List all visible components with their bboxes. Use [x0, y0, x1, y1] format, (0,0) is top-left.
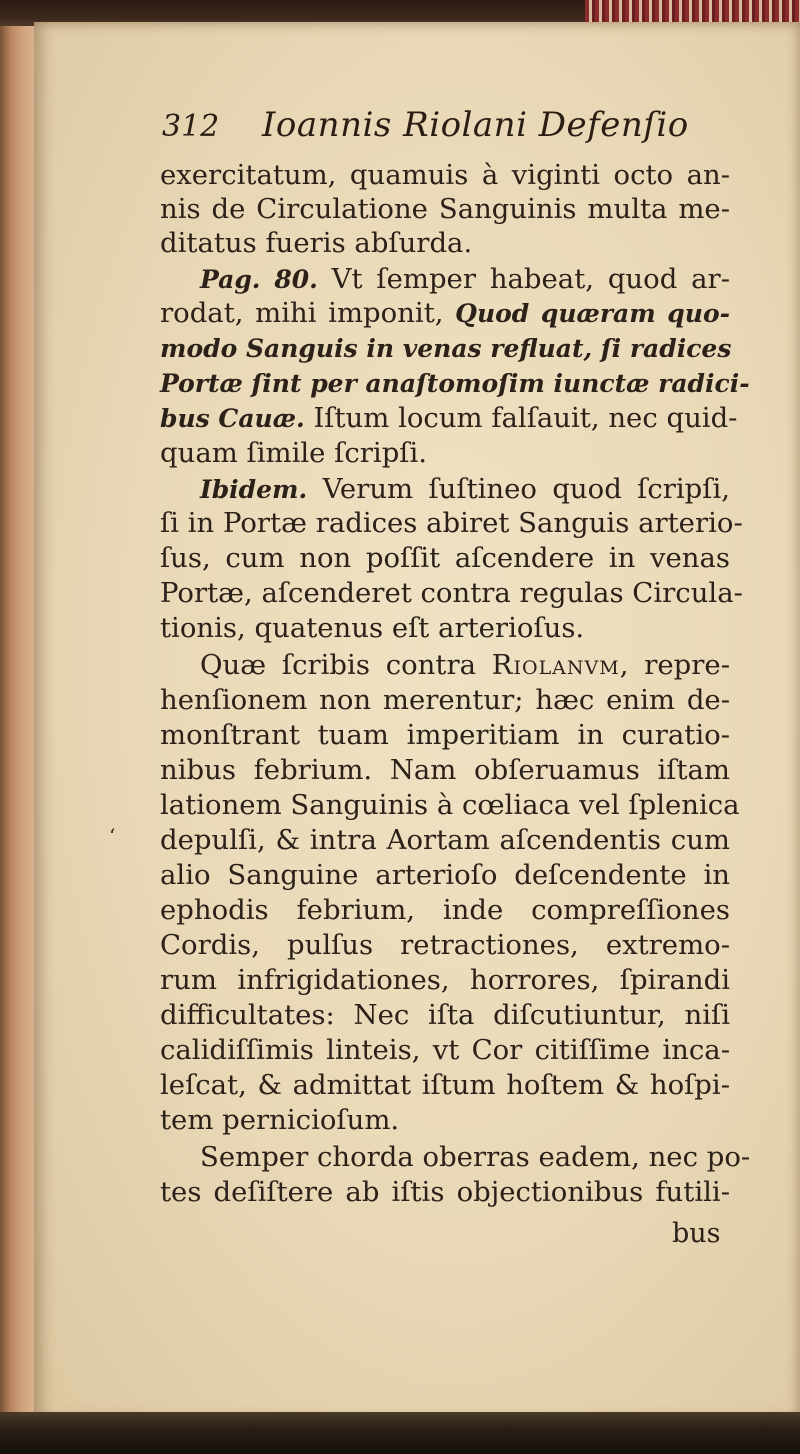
text-line: alio Sanguine arterioſo deſcendente in [160, 859, 730, 891]
text-line: rodat, mihi imponit, Quod quæram quo- [160, 297, 730, 329]
text-line: Cordis, pulſus retractiones, extremo- [160, 929, 730, 961]
headband [585, 0, 800, 24]
text-line: Semper chorda oberras eadem, nec po- [200, 1141, 751, 1173]
text-line: nis de Circulatione Sanguinis multa me- [160, 193, 730, 225]
text-line: tes deſiſtere ab iſtis objectionibus futili- [160, 1176, 730, 1208]
text-line: Pag. 80. Vt ſemper habeat, quod ar- [200, 263, 730, 295]
text-line: Portæ, aſcenderet contra regulas Circula- [160, 577, 743, 609]
text-line: exercitatum, quamuis à viginti octo an- [160, 159, 730, 191]
text-line: monſtrant tuam imperitiam in curatio- [160, 719, 730, 751]
text-line: ditatus fueris abſurda. [160, 227, 473, 259]
text-line: Portæ ſint per anaſtomoſim iunctæ radici- [160, 369, 750, 398]
text-line: calidiſſimis linteis, vt Cor citiſſime inca- [160, 1034, 730, 1066]
catchword: bus [672, 1218, 721, 1249]
text-line: ſi in Portæ radices abiret Sanguis arterio- [160, 507, 743, 539]
page-number: 312 [162, 109, 220, 144]
text-line: leſcat, & admittat iſtum hoſtem & hoſpi- [160, 1069, 730, 1101]
page-edge [0, 26, 36, 1420]
text-line: quam ſimile ſcripſi. [160, 437, 428, 469]
text-line: nibus febrium. Nam obſeruamus iſtam [160, 754, 730, 786]
text-line: depulſi, & intra Aortam aſcendentis cum [160, 824, 730, 856]
text-line: ephodis febrium, inde compreſſiones [160, 894, 730, 926]
text-line: tionis, quatenus eſt arterioſus. [160, 612, 585, 644]
running-head: Ioannis Riolani Defenſio [262, 105, 689, 145]
text-line: henſionem non merentur; hæc enim de- [160, 684, 730, 716]
text-line: ſus, cum non poſſit aſcendere in venas [160, 542, 730, 574]
bottom-binding [0, 1412, 800, 1454]
text-line: difficultates: Nec iſta diſcutiuntur, niſi [160, 999, 730, 1031]
text-line: Quæ ſcribis contra Riolanvm, repre- [200, 649, 730, 681]
text-line: modo Sanguis in venas refluat, ſi radices [160, 334, 732, 363]
page-header [162, 105, 722, 151]
text-line: rum infrigidationes, horrores, ſpirandi [160, 964, 730, 996]
text-line: lationem Sanguinis à cœliaca vel ſplenica [160, 789, 740, 821]
text-line: bus Cauæ. Iſtum locum falſauit, nec quid- [160, 402, 738, 434]
margin-mark: ‘ [109, 824, 116, 848]
text-line: tem pernicioſum. [160, 1104, 400, 1136]
text-line: Ibidem. Verum ſuſtineo quod ſcripſi, [200, 473, 730, 505]
